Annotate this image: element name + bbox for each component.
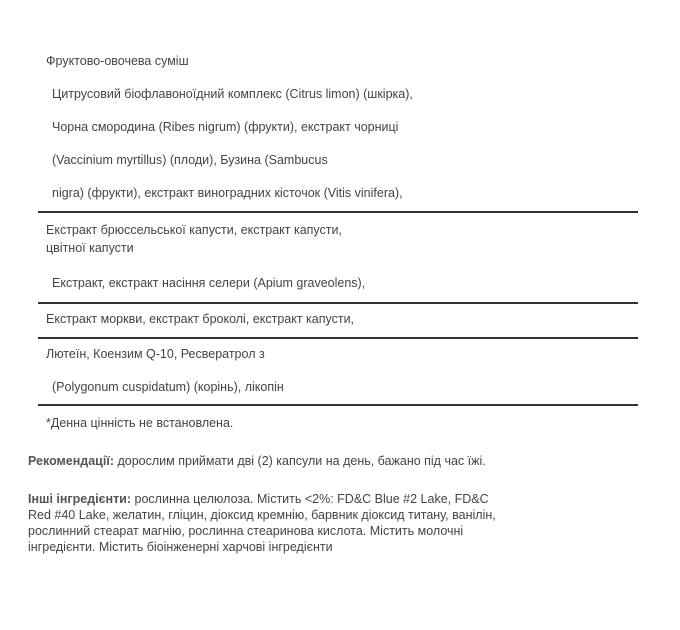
recommendations-text: дорослим приймати дві (2) капсули на день, бажано під час їжі. <box>114 454 486 468</box>
table-row-line: Цитрусовий біофлавоноїдний комплекс (Citrus limon) (шкірка), <box>52 87 413 101</box>
table-row-line: Чорна смородина (Ribes nigrum) (фрукти), екстракт чорниці <box>52 120 399 134</box>
other-ingredients-line: інгредієнти. Містить біоінженерні харчові інгредієнти <box>28 540 333 554</box>
table-row-line: Лютеїн, Коензим Q-10, Ресвератрол з <box>46 347 265 361</box>
table-row-line: Екстракт, екстракт насіння селери (Apium graveolens), <box>52 276 366 290</box>
table-row-line: цвітної капусти <box>46 241 134 255</box>
row-divider <box>38 404 638 406</box>
table-row-line: nigra) (фрукти), екстракт виноградних кісточок (Vitis vinifera), <box>52 186 403 200</box>
row-divider <box>38 302 638 304</box>
other-ingredients-line: Red #40 Lake, желатин, гліцин, діоксид кремнію, барвник діоксид титану, ванілін, <box>28 508 496 522</box>
blend-title: Фруктово-овочева суміш <box>46 54 189 68</box>
recommendations-label: Рекомендації: <box>28 454 115 468</box>
other-ingredients <box>28 491 648 555</box>
other-ingredients-label: Інші інгредієнти: <box>28 492 132 506</box>
daily-value-footnote: *Денна цінність не встановлена. <box>46 416 234 430</box>
row-divider <box>38 211 638 213</box>
table-row-line: (Vaccinium myrtillus) (плоди), Бузина (Sambucus <box>52 153 328 167</box>
recommendations <box>28 453 648 469</box>
other-ingredients-line: рослинна целюлоза. Містить <2%: FD&C Blue #2 Lake, FD&C <box>131 492 489 506</box>
row-divider <box>38 337 638 339</box>
table-row-line: Екстракт моркви, екстракт броколі, екстракт капусти, <box>46 312 355 326</box>
other-ingredients-line: рослинний стеарат магнію, рослинна стеаринова кислота. Містить молочні <box>28 524 464 538</box>
table-row-line: Екстракт брюссельської капусти, екстракт капусти, <box>46 223 342 237</box>
table-row-line: (Polygonum cuspidatum) (корінь), лікопін <box>52 380 284 394</box>
